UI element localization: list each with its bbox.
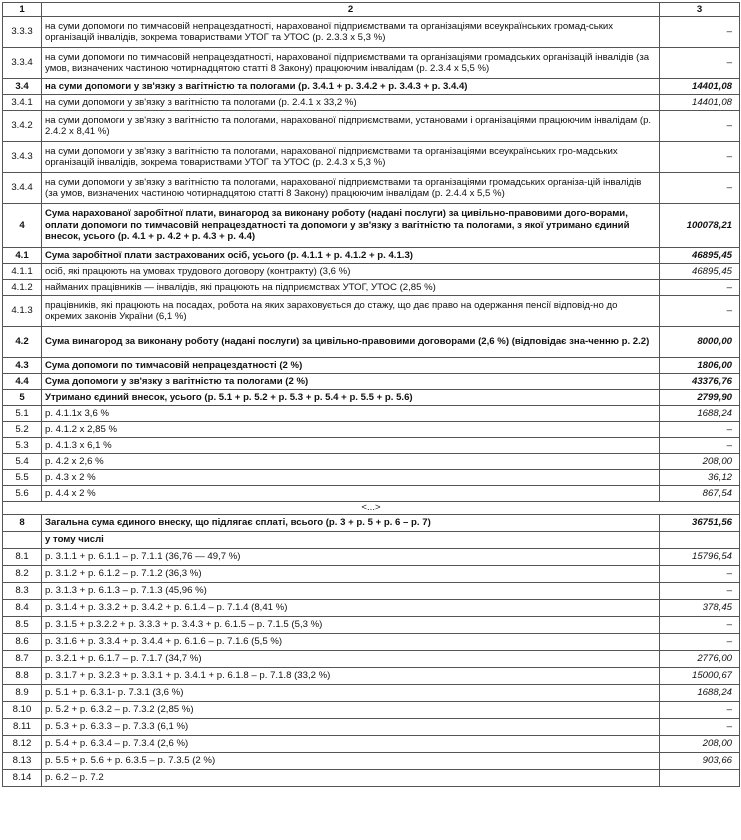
row-number: 4.1.2 — [3, 280, 42, 296]
table-row — [3, 248, 740, 264]
row-description: на суми допомоги у зв'язку з вагітністю та пологами, нарахованої підприємствами та організаціями громадських організа-цій інвалідів (за умов, визначених частиною чотирнадцятою статті 8 Закону) працюючим інвалідам (р. 2.4.4 х 5,5 %) — [42, 173, 660, 204]
row-description: р. 3.1.3 + р. 6.1.3 – р. 7.1.3 (45,96 %) — [42, 583, 660, 600]
table-row — [3, 566, 740, 583]
table-row — [3, 48, 740, 79]
row-value: 378,45 — [660, 600, 740, 617]
header-row — [3, 3, 740, 17]
row-description: Сума допомоги по тимчасовій непрацездатності (2 %) — [42, 358, 660, 374]
table-row — [3, 358, 740, 374]
row-number: 3.4.1 — [3, 95, 42, 111]
row-number: 3.3.4 — [3, 48, 42, 79]
row-value: 208,00 — [660, 454, 740, 470]
row-description: р. 5.4 + р. 6.3.4 – р. 7.3.4 (2,6 %) — [42, 736, 660, 753]
row-number: 4.2 — [3, 327, 42, 358]
row-description: р. 5.5 + р. 5.6 + р. 6.3.5 – р. 7.3.5 (2 %) — [42, 753, 660, 770]
row-description: р. 3.1.7 + р. 3.2.3 + р. 3.3.1 + р. 3.4.1 + р. 6.1.8 – р. 7.1.8 (33,2 %) — [42, 668, 660, 685]
row-value: – — [660, 296, 740, 327]
row-description: р. 3.1.6 + р. 3.3.4 + р. 3.4.4 + р. 6.1.6 – р. 7.1.6 (5,5 %) — [42, 634, 660, 651]
ellipsis-text: <...> — [3, 502, 740, 515]
row-number: 3.3.3 — [3, 17, 42, 48]
row-description: р. 5.1 + р. 6.3.1- р. 7.3.1 (3,6 %) — [42, 685, 660, 702]
row-number: 3.4.4 — [3, 173, 42, 204]
row-description: р. 4.1.3 х 6,1 % — [42, 438, 660, 454]
row-value: – — [660, 566, 740, 583]
table-row — [3, 651, 740, 668]
table-row — [3, 470, 740, 486]
row-number: 8.1 — [3, 549, 42, 566]
table-row — [3, 685, 740, 702]
table-row — [3, 422, 740, 438]
row-description: на суми допомоги у зв'язку з вагітністю та пологами, нарахованої підприємствами, установами і організаціями працюючим інвалідам (р. 2.4.2 х 8,41 %) — [42, 111, 660, 142]
table-row — [3, 454, 740, 470]
table-row — [3, 486, 740, 502]
row-number: 8 — [3, 515, 42, 532]
row-number: 8.12 — [3, 736, 42, 753]
table-row — [3, 668, 740, 685]
row-description: працівників, які працюють на посадах, робота на яких зараховується до стажу, що дає право на одержання пенсії відповід-но до окремих законів України (6,1 %) — [42, 296, 660, 327]
omitted-rows-marker — [3, 502, 740, 515]
header-col-2: 2 — [42, 3, 660, 17]
table-row — [3, 770, 740, 787]
row-number: 8.7 — [3, 651, 42, 668]
table-row — [3, 549, 740, 566]
row-number: 8.2 — [3, 566, 42, 583]
table-row — [3, 406, 740, 422]
row-value: 8000,00 — [660, 327, 740, 358]
header-col-1: 1 — [3, 3, 42, 17]
row-description: Сума заробітної плати застрахованих осіб, усього (р. 4.1.1 + р. 4.1.2 + р. 4.1.3) — [42, 248, 660, 264]
row-number: 4.1.3 — [3, 296, 42, 327]
row-value: – — [660, 48, 740, 79]
row-value: 43376,76 — [660, 374, 740, 390]
table-row — [3, 438, 740, 454]
row-description: р. 4.2 х 2,6 % — [42, 454, 660, 470]
row-value: 2776,00 — [660, 651, 740, 668]
row-description: р. 4.1.2 х 2,85 % — [42, 422, 660, 438]
table-row — [3, 280, 740, 296]
table-row — [3, 95, 740, 111]
table-row — [3, 634, 740, 651]
row-value: – — [660, 111, 740, 142]
row-number: 4 — [3, 204, 42, 248]
row-value: 1688,24 — [660, 685, 740, 702]
row-description: р. 3.1.2 + р. 6.1.2 – р. 7.1.2 (36,3 %) — [42, 566, 660, 583]
row-value: – — [660, 438, 740, 454]
row-value: 867,54 — [660, 486, 740, 502]
row-description: найманих працівників — інвалідів, які працюють на підприємствах УТОГ, УТОС (2,85 %) — [42, 280, 660, 296]
row-number: 8.10 — [3, 702, 42, 719]
row-number: 8.13 — [3, 753, 42, 770]
row-number: 5.5 — [3, 470, 42, 486]
row-description: на суми допомоги у зв'язку з вагітністю та пологами (р. 3.4.1 + р. 3.4.2 + р. 3.4.3 + р. 3.4.4) — [42, 79, 660, 95]
table-row — [3, 142, 740, 173]
table-row — [3, 583, 740, 600]
row-value: – — [660, 702, 740, 719]
row-number: 5.6 — [3, 486, 42, 502]
row-number: 3.4.2 — [3, 111, 42, 142]
row-number: 4.3 — [3, 358, 42, 374]
table-row — [3, 600, 740, 617]
row-description: осіб, які працюють на умовах трудового договору (контракту) (3,6 %) — [42, 264, 660, 280]
row-value: 36,12 — [660, 470, 740, 486]
row-number: 8.3 — [3, 583, 42, 600]
table-row — [3, 296, 740, 327]
row-value: 46895,45 — [660, 248, 740, 264]
table-row — [3, 702, 740, 719]
row-number: 8.9 — [3, 685, 42, 702]
row-description: р. 6.2 – р. 7.2 — [42, 770, 660, 787]
row-description: Загальна сума єдиного внеску, що підлягає сплаті, всього (р. 3 + р. 5 + р. 6 – р. 7) — [42, 515, 660, 532]
row-value — [660, 770, 740, 787]
table-row — [3, 79, 740, 95]
table-row — [3, 736, 740, 753]
row-description: Сума винагород за виконану роботу (надані послуги) за цивільно-правовими договорами (2,6 %) (відповідає зна-ченню р. 2.2) — [42, 327, 660, 358]
row-number: 4.1.1 — [3, 264, 42, 280]
row-description: Сума допомоги у зв'язку з вагітністю та пологами (2 %) — [42, 374, 660, 390]
row-value: – — [660, 719, 740, 736]
row-value: 36751,56 — [660, 515, 740, 532]
row-number: 4.4 — [3, 374, 42, 390]
table-row — [3, 515, 740, 532]
table-row — [3, 173, 740, 204]
row-description: р. 5.2 + р. 6.3.2 – р. 7.3.2 (2,85 %) — [42, 702, 660, 719]
header-col-3: 3 — [660, 3, 740, 17]
row-value: – — [660, 142, 740, 173]
row-value: 15000,67 — [660, 668, 740, 685]
row-value: – — [660, 280, 740, 296]
row-number: 8.14 — [3, 770, 42, 787]
row-number: 3.4 — [3, 79, 42, 95]
row-value: 46895,45 — [660, 264, 740, 280]
row-number: 8.5 — [3, 617, 42, 634]
table-row — [3, 327, 740, 358]
table-row — [3, 204, 740, 248]
row-number: 5.1 — [3, 406, 42, 422]
row-description: р. 3.1.5 + р.3.2.2 + р. 3.3.3 + р. 3.4.3 + р. 6.1.5 – р. 7.1.5 (5,3 %) — [42, 617, 660, 634]
row-number: 5 — [3, 390, 42, 406]
row-number: 5.3 — [3, 438, 42, 454]
table-row — [3, 390, 740, 406]
row-description: на суми допомоги по тимчасовій непрацездатності, нарахованої підприємствами та організаціями громадських організацій інвалідів (за умов, визначених частиною чотирнадцятою статті 8 Закону) працюючим інвалідам (р. 2.3.4 х 5,5 %) — [42, 48, 660, 79]
row-number: 8.11 — [3, 719, 42, 736]
row-value: 2799,90 — [660, 390, 740, 406]
table-row — [3, 617, 740, 634]
row-description: р. 5.3 + р. 6.3.3 – р. 7.3.3 (6,1 %) — [42, 719, 660, 736]
row-number: 4.1 — [3, 248, 42, 264]
table-row — [3, 264, 740, 280]
row-value: – — [660, 17, 740, 48]
row-description: у тому числі — [42, 532, 660, 549]
row-value: 208,00 — [660, 736, 740, 753]
table-row — [3, 374, 740, 390]
table-row — [3, 111, 740, 142]
row-value: 15796,54 — [660, 549, 740, 566]
row-value: 100078,21 — [660, 204, 740, 248]
row-number: 5.2 — [3, 422, 42, 438]
row-number: 3.4.3 — [3, 142, 42, 173]
table-row — [3, 532, 740, 549]
row-number: 8.8 — [3, 668, 42, 685]
row-value: 14401,08 — [660, 79, 740, 95]
row-number: 8.6 — [3, 634, 42, 651]
row-description: Утримано єдиний внесок, усього (р. 5.1 + р. 5.2 + р. 5.3 + р. 5.4 + р. 5.5 + р. 5.6) — [42, 390, 660, 406]
row-value: 903,66 — [660, 753, 740, 770]
row-description: на суми допомоги по тимчасовій непрацездатності, нарахованої підприємствами та організаціями всеукраїнських громад-ських організацій інвалідів, зокрема товариствами УТОГ та УТОС (р. 2.3.3 х 5,3 %) — [42, 17, 660, 48]
row-value: – — [660, 583, 740, 600]
row-value: 14401,08 — [660, 95, 740, 111]
row-number — [3, 532, 42, 549]
table-row — [3, 17, 740, 48]
row-value: 1688,24 — [660, 406, 740, 422]
row-description: р. 4.3 х 2 % — [42, 470, 660, 486]
row-description: Сума нарахованої заробітної плати, винагород за виконану роботу (надані послуги) за цивільно-правовими дого-ворами, оплати допомоги по тимчасовій непрацездатності та допомоги у зв'язку з вагітністю та пологами, з якої утримано єдиний внесок, усього (р. 4.1 + р. 4.2 + р. 4.3 + р. 4.4) — [42, 204, 660, 248]
row-value: – — [660, 173, 740, 204]
row-value: – — [660, 617, 740, 634]
table-row — [3, 753, 740, 770]
row-value: 1806,00 — [660, 358, 740, 374]
row-description: на суми допомоги у зв'язку з вагітністю та пологами, нарахованої підприємствами та організаціями всеукраїнських гро-мадських організацій інвалідів, зокрема товариствами УТОГ та УТОС (р. 2.4.3 х 5,3 %) — [42, 142, 660, 173]
row-value: – — [660, 422, 740, 438]
row-number: 8.4 — [3, 600, 42, 617]
row-description: р. 3.1.4 + р. 3.3.2 + р. 3.4.2 + р. 6.1.4 – р. 7.1.4 (8,41 %) — [42, 600, 660, 617]
row-value — [660, 532, 740, 549]
row-description: р. 4.1.1х 3,6 % — [42, 406, 660, 422]
row-number: 5.4 — [3, 454, 42, 470]
row-value: – — [660, 634, 740, 651]
row-description: р. 3.2.1 + р. 6.1.7 – р. 7.1.7 (34,7 %) — [42, 651, 660, 668]
table-row — [3, 719, 740, 736]
report-table — [2, 2, 740, 787]
row-description: р. 4.4 х 2 % — [42, 486, 660, 502]
row-description: р. 3.1.1 + р. 6.1.1 – р. 7.1.1 (36,76 — 49,7 %) — [42, 549, 660, 566]
row-description: на суми допомоги у зв'язку з вагітністю та пологами (р. 2.4.1 х 33,2 %) — [42, 95, 660, 111]
